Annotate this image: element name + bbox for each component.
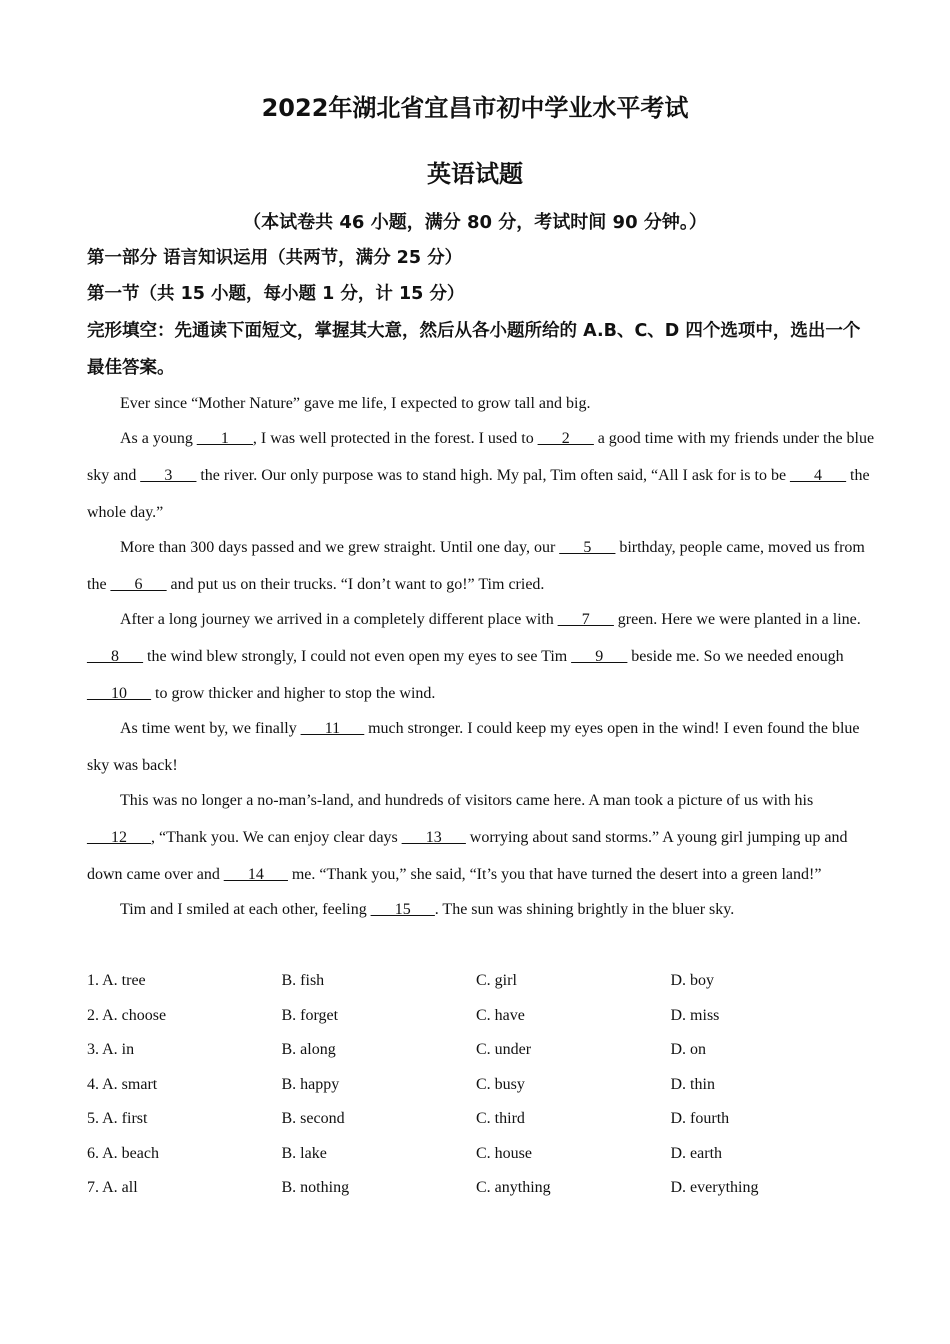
answer-option: 1. A. tree: [87, 972, 146, 989]
passage-text: to grow thicker and higher to stop the wind.: [151, 685, 436, 702]
exam-subtitle: 英语试题: [427, 160, 523, 188]
cloze-blank: ___5___: [559, 539, 616, 556]
cloze-blank: ___15___: [370, 901, 435, 918]
instruction-text: 完形填空：先通读下面短文，掌握其大意，然后从各小题所给的 A.B、C、D 四个选项中，选出一个最佳答案。: [87, 321, 861, 378]
passage-text: and put us on their trucks. “I don’t want to go!” Tim cried.: [166, 576, 545, 593]
section-heading: 第一节（共 15 小题，每小题 1 分，计 15 分）: [87, 284, 465, 304]
cloze-blank: ___11___: [300, 720, 365, 737]
passage-text: worrying about sand storms.” A young girl jumping up and down came over and: [87, 829, 848, 883]
cloze-passage: [87, 385, 877, 928]
answer-option: B. forget: [281, 1006, 339, 1024]
answer-option: D. earth: [670, 1144, 723, 1162]
passage-text: green. Here we were planted in a line.: [613, 611, 861, 628]
answer-option: 6. A. beach: [87, 1144, 159, 1162]
answer-option: B. along: [281, 1041, 336, 1058]
answer-option: B. lake: [281, 1144, 327, 1162]
passage-text: As a young: [120, 430, 197, 447]
answer-option: D. boy: [670, 972, 715, 989]
question-row: [87, 1171, 887, 1206]
question-row: [87, 1033, 887, 1068]
answer-option: D. on: [670, 1041, 707, 1058]
passage-paragraph: [87, 420, 877, 531]
cloze-blank: ___7___: [557, 611, 614, 628]
exam-note: （本试卷共 46 小题，满分 80 分，考试时间 90 分钟。）: [243, 212, 707, 233]
answer-option: C. house: [476, 1144, 532, 1162]
passage-text: After a long journey we arrived in a completely different place with: [120, 611, 558, 628]
passage-text: Tim and I smiled at each other, feeling: [120, 901, 371, 918]
passage-text: the wind blew strongly, I could not even open my eyes to see Tim: [143, 648, 572, 665]
answer-option: 2. A. choose: [87, 1006, 167, 1024]
answer-option: C. busy: [476, 1075, 525, 1093]
answer-option: B. second: [281, 1110, 345, 1127]
exam-title: 2022年湖北省宜昌市初中学业水平考试: [261, 94, 689, 122]
cloze-blank: ___14___: [223, 866, 288, 883]
question-row: [87, 964, 887, 999]
answer-option: 7. A. all: [87, 1179, 138, 1196]
answer-option: B. fish: [281, 972, 325, 989]
answer-option: C. anything: [476, 1179, 551, 1196]
answer-option: C. third: [476, 1110, 525, 1127]
cloze-blank: ___6___: [110, 576, 167, 593]
part-heading: 第一部分 语言知识运用（共两节，满分 25 分）: [87, 248, 463, 268]
cloze-blank: ___9___: [571, 648, 628, 665]
passage-text: This was no longer a no-man’s-land, and hundreds of visitors came here. A man took a picture of us with his: [120, 792, 814, 809]
passage-text: birthday, people came, moved us from the: [87, 539, 865, 593]
cloze-blank: ___2___: [537, 430, 594, 447]
answer-option: D. everything: [670, 1179, 759, 1196]
answer-option: C. have: [476, 1006, 525, 1024]
answer-option: B. nothing: [281, 1179, 350, 1196]
answer-option: D. miss: [670, 1006, 720, 1024]
cloze-blank: ___12___: [87, 829, 151, 846]
passage-paragraph: [87, 710, 877, 784]
question-row: [87, 1102, 887, 1137]
answer-option: C. girl: [476, 972, 517, 989]
passage-text: , I was well protected in the forest. I used to: [252, 430, 538, 447]
answer-option: D. fourth: [670, 1110, 730, 1127]
answer-option: 3. A. in: [87, 1041, 135, 1058]
passage-text: a good time with my friends under the blue sky and: [87, 430, 875, 484]
passage-text: . The sun was shining brightly in the bluer sky.: [434, 901, 735, 918]
question-row: [87, 1137, 887, 1172]
passage-text: the whole day.”: [87, 467, 870, 521]
cloze-blank: ___13___: [401, 829, 466, 846]
question-row: [87, 1068, 887, 1103]
passage-text: More than 300 days passed and we grew straight. Until one day, our: [120, 539, 560, 556]
answer-option: D. thin: [670, 1075, 715, 1093]
answer-option: 4. A. smart: [87, 1075, 158, 1093]
question-row: [87, 999, 887, 1034]
passage-paragraph: [87, 782, 877, 893]
passage-paragraph: [87, 891, 877, 928]
passage-text: Ever since “Mother Nature” gave me life, I expected to grow tall and big.: [120, 395, 591, 412]
cloze-blank: ___4___: [790, 467, 847, 484]
passage-text: much stronger. I could keep my eyes open in the wind! I even found the blue sky was back!: [87, 720, 860, 774]
question-options: [87, 964, 887, 1206]
answer-option: C. under: [476, 1041, 532, 1058]
passage-paragraph: [87, 601, 877, 712]
cloze-blank: ___1___: [196, 430, 253, 447]
cloze-blank: ___10___: [87, 685, 151, 702]
passage-paragraph: [87, 385, 877, 422]
passage-paragraph: [87, 529, 877, 603]
answer-option: B. happy: [281, 1075, 340, 1093]
passage-text: As time went by, we finally: [120, 720, 301, 737]
passage-text: the river. Our only purpose was to stand high. My pal, Tim often said, “All I ask for is to be: [196, 467, 791, 484]
passage-text: me. “Thank you,” she said, “It’s you that have turned the desert into a green land!”: [287, 866, 822, 883]
cloze-blank: ___8___: [87, 648, 143, 665]
passage-text: , “Thank you. We can enjoy clear days: [151, 829, 402, 846]
answer-option: 5. A. first: [87, 1110, 148, 1127]
cloze-blank: ___3___: [140, 467, 197, 484]
passage-text: beside me. So we needed enough: [627, 648, 844, 665]
